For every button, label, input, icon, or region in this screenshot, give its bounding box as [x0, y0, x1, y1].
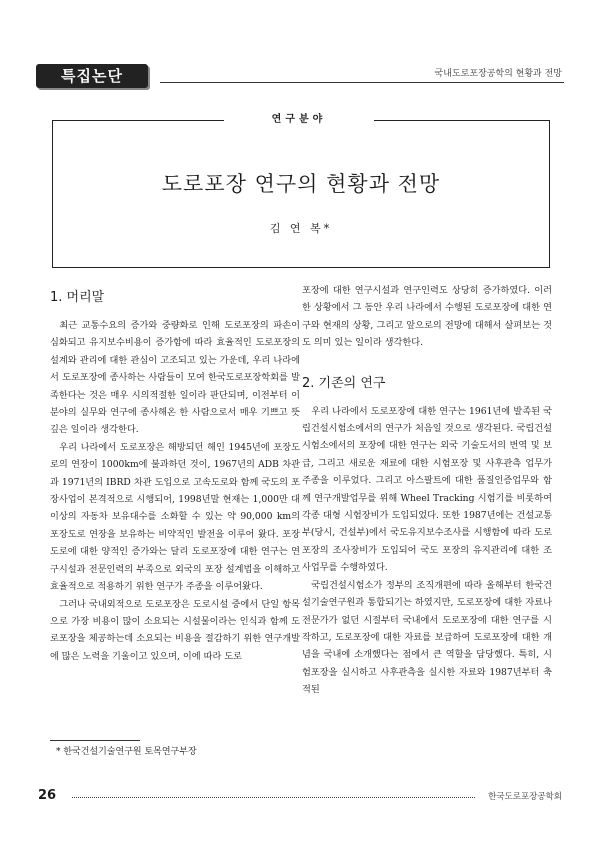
section-2-paragraph-1: 우리 나라에서 도로포장에 대한 연구는 1961년에 발족된 국립건설시험소에서의 연구가 처음일 것으로 생각된다. 국립건설시험소에서의 포장에 대한 연구는 외국 기술도서의 번역 및 보급, 그리고 새로운 재료에 대한 시험포장 및 사후관측 업무가 주종을 이루었다. 그리고 아스팔트에 대한 품질인증업무와 함께 연구개발업무를 위해 Wheel Tracking 시험기를 비롯하여 각종 대형 시험장비가 도입되었다. 또한 1987년에는 건설교통부(당시, 건설부)에서 국도유지보수조사를 시행함에 따라 도로포장의 조사장비가 도입되어 국도 포장의 유지관리에 대한 조사업무를 수행하였다. [302, 405, 552, 574]
footnote-rule [50, 740, 140, 741]
left-column [50, 282, 300, 665]
author: 김 연 복* [269, 222, 333, 235]
footer-rule [72, 797, 475, 798]
section-2-paragraph-2: 국립건설시험소가 정부의 조직개편에 따라 올해부터 한국건설기술연구원과 통합되기는 하였지만, 도로포장에 대한 자료나 전문가가 없던 시절부터 국내에서 도로포장에 대한 연구를 시작하고, 도로포장에 대한 자료를 보급하여 도로포장에 대한 개념을 국내에 소개했다는 점에서 큰 역할을 담당했다. 특히, 시험포장을 실시하고 사후관측을 실시한 자료와 1987년부터 축적된 [302, 579, 552, 696]
footer-society: 한국도로포장공학회 [488, 792, 562, 802]
header-rule [160, 82, 564, 83]
section-1-paragraph-2: 우리 나라에서 도로포장은 해방되던 해인 1945년에 포장도로의 연장이 1000km에 불과하던 것이, 1967년의 ADB 차관과 1971년의 IBRD 차관 도입으로 고속도로와 함께 국도의 포장사업이 본격적으로 시행되어, 1998년말 현재는 1,000만 대 이상의 자동차 보유대수를 소화할 수 있는 약 90,000 km의 포장도로 연장을 보유하는 비약적인 발전을 이루어 왔다. 포장도로에 대한 양적인 증가와는 달리 도로포장에 대한 연구는 연구시설과 전문인력의 부족으로 외국의 포장 설계법을 이해하고 효율적으로 적용하기 위한 연구가 주종을 이루어왔다. [50, 441, 300, 593]
section-1-heading: 1. 머리말 [50, 290, 105, 305]
article-title: 도로포장 연구의 현황과 전망 [161, 172, 441, 196]
right-column [302, 282, 552, 699]
footnote: * 한국건설기술연구원 토목연구부장 [56, 747, 197, 757]
running-head: 국내도로포장공학의 현황과 전망 [434, 69, 562, 79]
section-2-heading: 2. 기존의 연구 [302, 375, 386, 391]
page-number: 26 [38, 788, 57, 803]
section-badge: 특집논단 [36, 64, 148, 88]
section-1-paragraph-1: 최근 교통수요의 증가와 중량화로 인해 도로포장의 파손이 심화되고 유지보수비용이 증가함에 따라 효율적인 도로포장의 설계와 관리에 대한 관심이 고조되고 있는 가운데, 우리 나라에서 도로포장에 종사하는 사람들이 모여 한국도로포장학회를 발족한다는 것은 매우 시의적절한 일이라 판단되며, 이전부터 이 분야의 실무와 연구에 종사해온 한 사람으로서 매우 기쁘고 뜻깊은 일이라 생각한다. [50, 320, 300, 436]
continuation-paragraph: 포장에 대한 연구시설과 연구인력도 상당히 증가하였다. 이러한 상황에서 그 동안 우리 나라에서 수행된 도로포장에 대한 연구와 현재의 상황, 그리고 앞으로의 전망에 대해서 살펴보는 것도 의미 있는 일이라 생각한다. [302, 285, 552, 349]
field-label: 연구분야 [224, 110, 374, 130]
section-1-paragraph-3: 그러나 국내외적으로 도로포장은 도로시설 중에서 단일 항목으로 가장 비용이 많이 소요되는 시설물이라는 인식과 함께 도로포장을 체공하는데 소요되는 비용을 절감하기 위한 연구개발에 많은 노력을 기울이고 있으며, 이에 따라 도로 [50, 598, 300, 662]
